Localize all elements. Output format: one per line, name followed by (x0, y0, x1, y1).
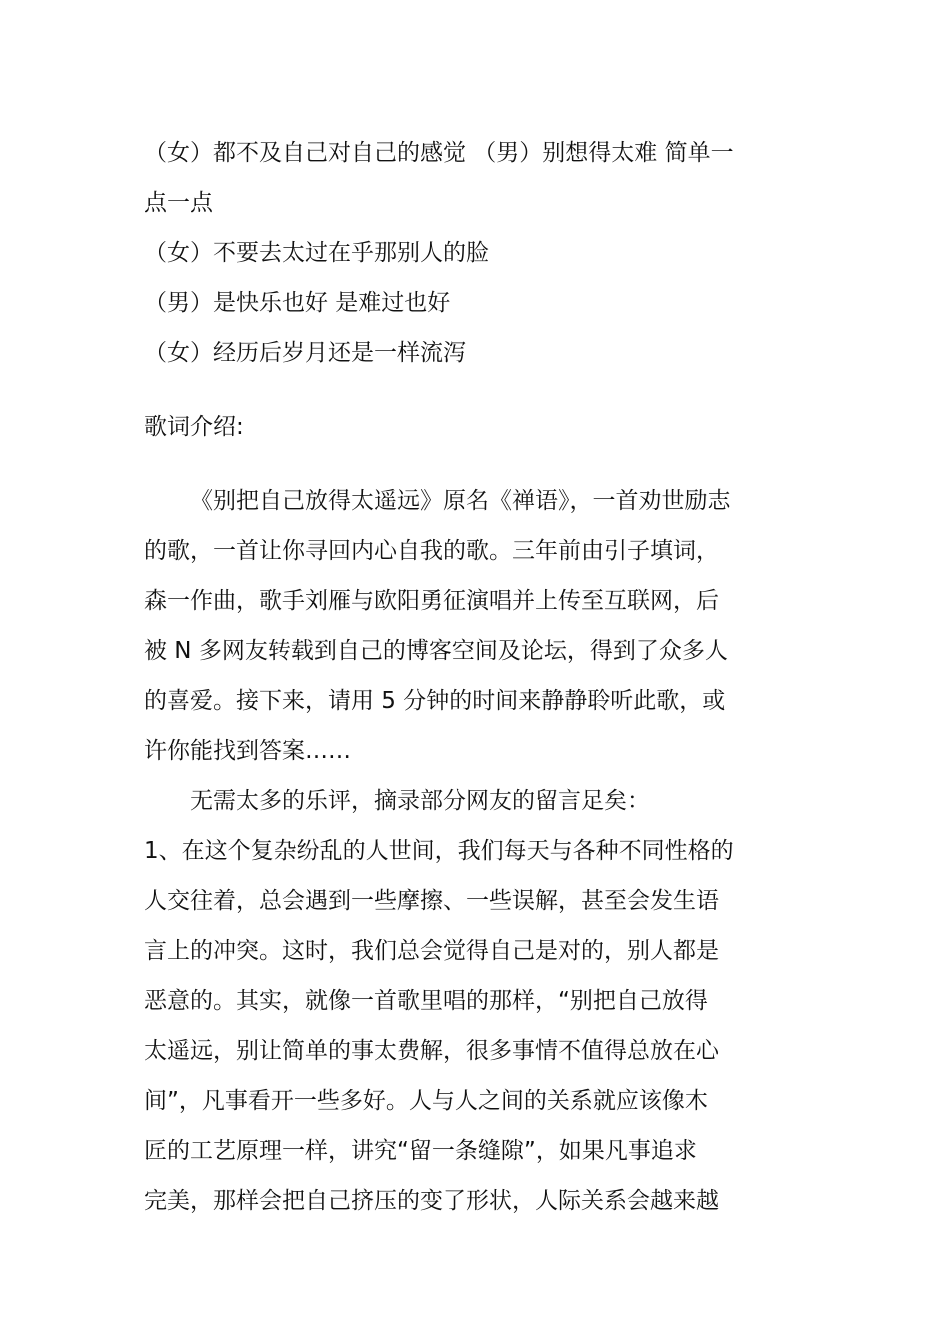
paragraph-line: 完美，那样会把自己挤压的变了形状，人际关系会越来越 (144, 1188, 719, 1214)
paragraph-line: 许你能找到答案…… (144, 738, 351, 764)
paragraph-line: 匠的工艺原理一样，讲究“留一条缝隙”，如果凡事追求 (144, 1138, 697, 1164)
paragraph-line: 间”，凡事看开一些多好。人与人之间的关系就应该像木 (144, 1088, 708, 1114)
paragraph-line: 无需太多的乐评，摘录部分网友的留言足矣： (190, 788, 650, 814)
paragraph-line: 《别把自己放得太遥远》原名《禅语》，一首劝世励志 (190, 488, 731, 514)
paragraph-line: 的喜爱。接下来，请用 5 分钟的时间来静静聆听此歌，或 (144, 688, 726, 714)
paragraph-line: 的歌，一首让你寻回内心自我的歌。三年前由引子填词， (144, 538, 719, 564)
paragraph-line: 1、在这个复杂纷乱的人世间，我们每天与各种不同性格的 (144, 838, 734, 864)
lyric-line: 点一点 (144, 190, 213, 216)
lyric-line: （女）经历后岁月还是一样流泻 (144, 340, 466, 366)
lyric-line: （女）不要去太过在乎那别人的脸 (144, 240, 489, 266)
paragraph-line: 人交往着，总会遇到一些摩擦、一些误解，甚至会发生语 (144, 888, 719, 914)
intro-paragraph (144, 476, 804, 776)
comments-intro-paragraph (144, 776, 804, 826)
lyric-line: （男）是快乐也好 是难过也好 (144, 290, 451, 316)
paragraph-line: 被 N 多网友转载到自己的博客空间及论坛，得到了众多人 (144, 638, 728, 664)
section-heading: 歌词介绍: (144, 414, 244, 440)
paragraph-line: 恶意的。其实，就像一首歌里唱的那样，“别把自己放得 (144, 988, 708, 1014)
lyrics-block (144, 128, 804, 378)
document-page (144, 128, 804, 1226)
lyric-line: （女）都不及自己对自己的感觉 （男）别想得太难 简单一 (144, 140, 734, 166)
section-heading-block (144, 402, 804, 452)
paragraph-line: 太遥远，别让简单的事太费解，很多事情不值得总放在心 (144, 1038, 719, 1064)
paragraph-line: 言上的冲突。这时，我们总会觉得自己是对的，别人都是 (144, 938, 719, 964)
comment-paragraph (144, 826, 804, 1226)
paragraph-line: 森一作曲，歌手刘雁与欧阳勇征演唱并上传至互联网，后 (144, 588, 719, 614)
